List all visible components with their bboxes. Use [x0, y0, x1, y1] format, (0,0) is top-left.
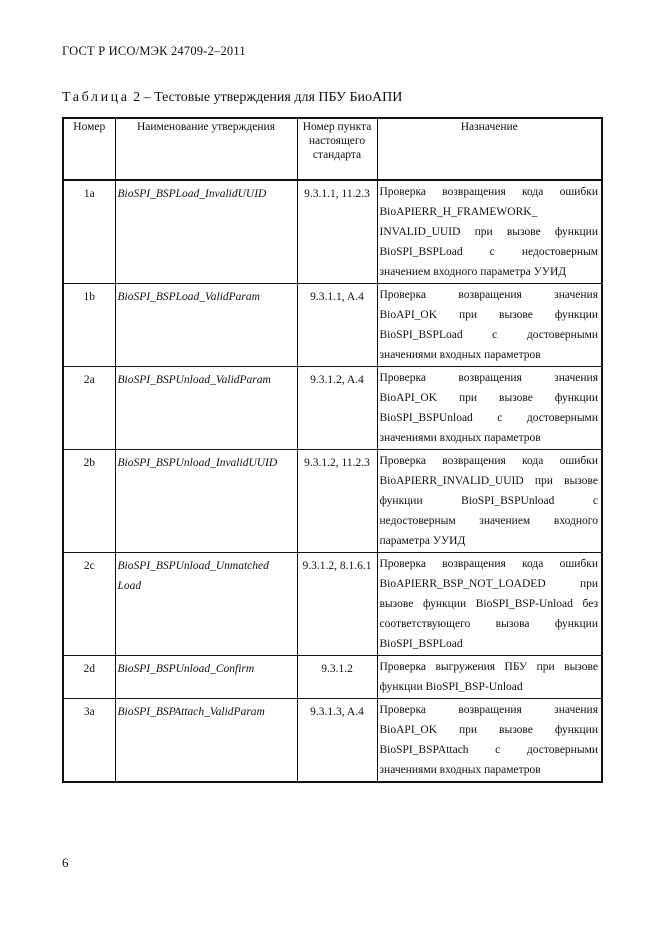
clause-number: 9.3.1.3, A.4 [297, 699, 377, 783]
column-header-clause: Номер пункта настоящего стандарта [297, 118, 377, 180]
assertion-purpose: Проверка возвращения кода ошибки BioAPIERR_BSP_NOT_LOADED при вызове функции BioSPI_BSP-Unload без соответствующего вызова функции BioSPI_BSPLoad [377, 553, 602, 656]
table-row [63, 450, 602, 553]
assertion-purpose: Проверка возвращения значения BioAPI_OK при вызове функции BioSPI_BSPUnload с достоверными значениями входных параметров [377, 367, 602, 450]
assertion-name: BioSPI_BSPAttach_ValidParam [115, 699, 297, 783]
clause-number: 9.3.1.1, 11.2.3 [297, 180, 377, 284]
table-row [63, 699, 602, 783]
assertion-purpose: Проверка возвращения значения BioAPI_OK при вызове функции BioSPI_BSPLoad с достоверными значениями входных параметров [377, 284, 602, 367]
row-number: 1b [63, 284, 115, 367]
row-number: 1a [63, 180, 115, 284]
assertion-purpose: Проверка возвращения кода ошибки BioAPIERR_INVALID_UUID при вызове функции BioSPI_BSPUnload с недостоверным значением входного параметра УУИД [377, 450, 602, 553]
document-header: ГОСТ Р ИСО/МЭК 24709-2–2011 [62, 44, 246, 58]
table-row [63, 656, 602, 699]
column-header-name: Наименование утверждения [115, 118, 297, 180]
row-number: 2a [63, 367, 115, 450]
table-header-row [63, 118, 602, 180]
table-row [63, 553, 602, 656]
assertion-name: BioSPI_BSPLoad_InvalidUUID [115, 180, 297, 284]
row-number: 2d [63, 656, 115, 699]
assertion-purpose: Проверка выгружения ПБУ при вызове функции BioSPI_BSP-Unload [377, 656, 602, 699]
column-header-purpose: Назначение [377, 118, 602, 180]
clause-number: 9.3.1.2, 11.2.3 [297, 450, 377, 553]
clause-number: 9.3.1.2 [297, 656, 377, 699]
assertion-purpose: Проверка возвращения значения BioAPI_OK при вызове функции BioSPI_BSPAttach с достоверными значениями входных параметров [377, 699, 602, 783]
table-row [63, 367, 602, 450]
table-caption-label: Таблица [62, 90, 130, 105]
clause-number: 9.3.1.2, 8.1.6.1 [297, 553, 377, 656]
assertion-name: BioSPI_BSPUnload_InvalidUUID [115, 450, 297, 553]
row-number: 2b [63, 450, 115, 553]
assertion-name: BioSPI_BSPLoad_ValidParam [115, 284, 297, 367]
clause-number: 9.3.1.1, A.4 [297, 284, 377, 367]
table-row [63, 284, 602, 367]
assertion-purpose: Проверка возвращения кода ошибки BioAPIERR_H_FRAMEWORK_ INVALID_UUID при вызове функции BioSPI_BSPLoad с недостоверным значением входного параметра УУИД [377, 180, 602, 284]
page-number: 6 [62, 855, 69, 870]
row-number: 2c [63, 553, 115, 656]
assertion-name: BioSPI_BSPUnload_ValidParam [115, 367, 297, 450]
row-number: 3a [63, 699, 115, 783]
table-row [63, 180, 602, 284]
test-assertions-table [62, 117, 603, 783]
table-caption-text: 2 – Тестовые утверждения для ПБУ БиоАПИ [129, 90, 403, 105]
table-caption [62, 90, 402, 106]
assertion-name: BioSPI_BSPUnload_Confirm [115, 656, 297, 699]
column-header-number: Номер [63, 118, 115, 180]
assertion-name: BioSPI_BSPUnload_Unmatched Load [115, 553, 297, 656]
clause-number: 9.3.1.2, A.4 [297, 367, 377, 450]
